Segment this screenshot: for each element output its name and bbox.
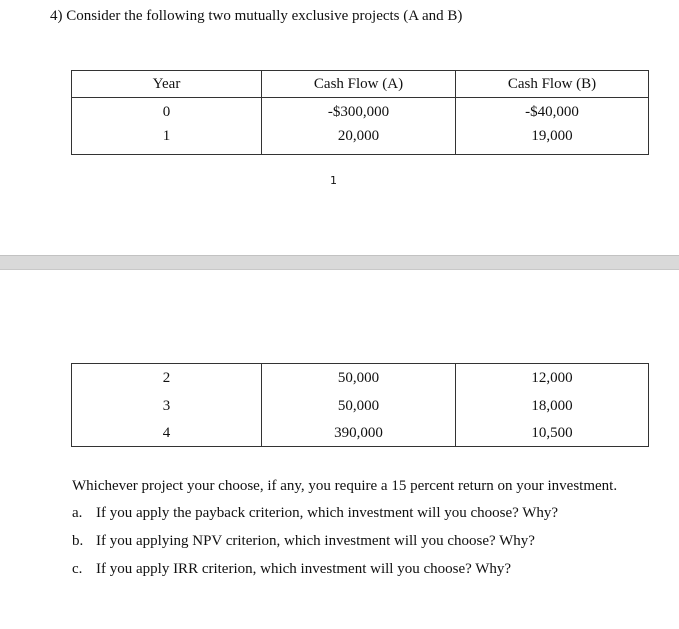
- sub-question-text: If you apply IRR criterion, which investment will you choose? Why?: [96, 561, 512, 577]
- sub-question-b: [72, 533, 558, 561]
- table-row: [72, 98, 649, 127]
- sub-question-text: If you applying NPV criterion, which investment will you choose? Why?: [96, 533, 535, 549]
- required-return-statement: Whichever project your choose, if any, you require a 15 percent return on your investment.: [72, 478, 618, 494]
- sub-question-text: If you apply the payback criterion, which investment will you choose? Why?: [96, 505, 559, 521]
- cash-flow-b-cell: 10,500: [456, 420, 649, 447]
- cash-flow-a-cell: 50,000: [262, 364, 456, 393]
- cash-flow-a-cell: 20,000: [262, 126, 456, 155]
- table-row: [72, 364, 649, 393]
- cash-flow-b-cell: 12,000: [456, 364, 649, 393]
- year-cell: 1: [72, 126, 262, 155]
- cash-flow-a-cell: 390,000: [262, 420, 456, 447]
- header-cash-flow-a: Cash Flow (A): [262, 71, 456, 98]
- year-cell: 2: [72, 364, 262, 393]
- cash-flow-a-cell: -$300,000: [262, 98, 456, 127]
- year-cell: 4: [72, 420, 262, 447]
- sub-question-a: [72, 505, 558, 533]
- sub-question-list: [72, 505, 558, 589]
- cash-flow-table-continued: [71, 363, 649, 447]
- cash-flow-b-cell: -$40,000: [456, 98, 649, 127]
- table-header-row: [72, 71, 649, 98]
- table-row: [72, 126, 649, 155]
- cash-flow-b-cell: 19,000: [456, 126, 649, 155]
- header-cash-flow-b: Cash Flow (B): [456, 71, 649, 98]
- sub-question-letter: b.: [72, 533, 84, 549]
- sub-question-c: [72, 561, 558, 589]
- year-cell: 3: [72, 392, 262, 420]
- table-row: [72, 392, 649, 420]
- page-break-divider: [0, 255, 679, 270]
- sub-question-letter: c.: [72, 561, 83, 577]
- year-cell: 0: [72, 98, 262, 127]
- header-year: Year: [72, 71, 262, 98]
- cash-flow-table-top: [71, 70, 649, 155]
- cash-flow-a-cell: 50,000: [262, 392, 456, 420]
- question-title: 4) Consider the following two mutually exclusive projects (A and B): [50, 8, 463, 24]
- sub-question-letter: a.: [72, 505, 83, 521]
- page-number: 1: [330, 174, 337, 187]
- cash-flow-b-cell: 18,000: [456, 392, 649, 420]
- table-row: [72, 420, 649, 447]
